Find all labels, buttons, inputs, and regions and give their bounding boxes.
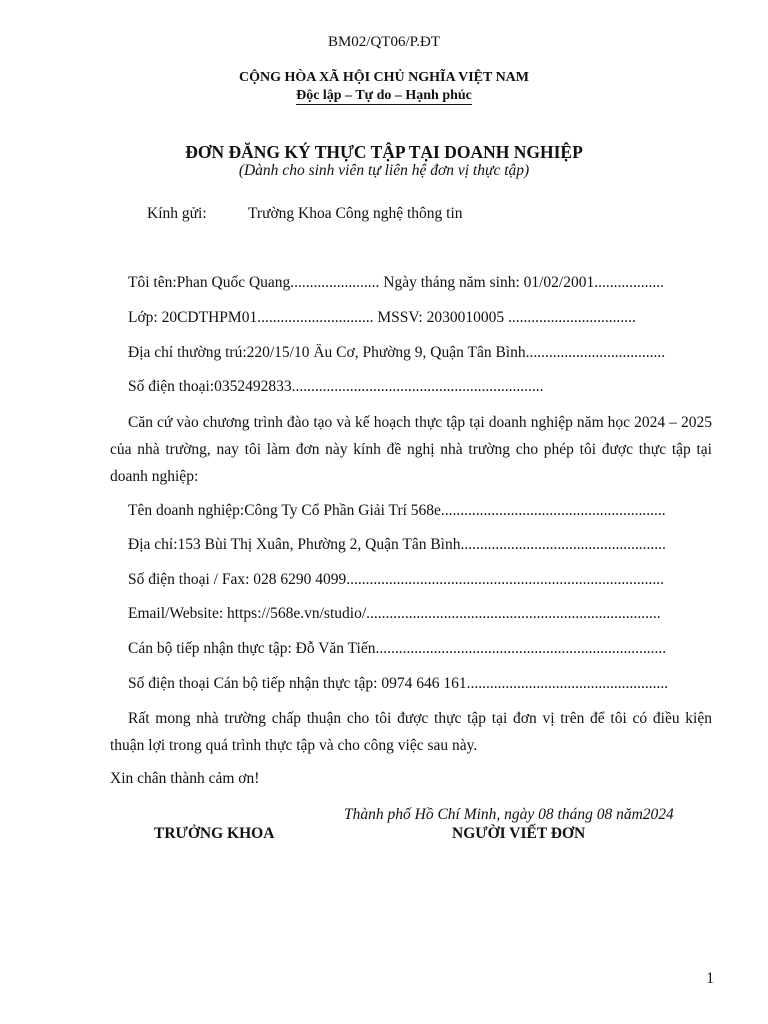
greeting-label: Kính gửi: <box>147 205 207 222</box>
company-contact-phone-line: Số điện thoại Cán bộ tiếp nhận thực tập: 0974 646 161.................................................... <box>128 675 669 692</box>
closing-paragraph-text: Rất mong nhà trường chấp thuận cho tôi được thực tập tại đơn vị trên để tôi có điều kiện thuận lợi trong quá trình thực tập và cho công việc sau này. <box>110 710 712 754</box>
company-name-line: Tên doanh nghiệp:Công Ty Cổ Phần Giải Trí 568e.......................................................... <box>128 502 666 519</box>
student-class-line: Lớp: 20CDTHPM01.............................. MSSV: 2030010005 ................................. <box>128 309 636 326</box>
document-title: ĐƠN ĐĂNG KÝ THỰC TẬP TẠI DOANH NGHIỆP <box>185 142 583 162</box>
request-paragraph-text: Căn cứ vào chương trình đào tạo và kế hoạch thực tập tại doanh nghiệp năm học 2024 – 2025 của nhà trường, nay tôi làm đơn này kính đề nghị nhà trường cho phép tôi được thực tập tại doanh nghiệp: <box>110 414 712 485</box>
closing-paragraph <box>110 705 712 759</box>
motto <box>0 88 768 104</box>
company-contact-line: Cán bộ tiếp nhận thực tập: Đỗ Văn Tiến........................................................................... <box>128 640 667 657</box>
company-address-line: Địa chỉ:153 Bùi Thị Xuân, Phường 2, Quận Tân Bình..................................................... <box>128 536 666 553</box>
signature-dean-title: TRƯỞNG KHOA <box>154 825 275 842</box>
greeting-recipient: Trường Khoa Công nghệ thông tin <box>248 205 463 222</box>
signature-applicant-title: NGƯỜI VIẾT ĐƠN <box>452 825 586 842</box>
request-paragraph <box>110 409 712 490</box>
student-phone-line: Số điện thoại:0352492833................................................................. <box>128 378 544 395</box>
thanks-line: Xin chân thành cảm ơn! <box>110 770 260 787</box>
company-web-line: Email/Website: https://568e.vn/studio/............................................................................ <box>128 605 661 622</box>
student-address-line: Địa chỉ thường trú:220/15/10 Âu Cơ, Phường 9, Quận Tân Bình.................................... <box>128 344 666 361</box>
document-subtitle: (Dành cho sinh viên tự liên hệ đơn vị thực tập) <box>238 162 530 179</box>
form-code: BM02/QT06/P.ĐT <box>327 34 441 50</box>
motto-text: Độc lập – Tự do – Hạnh phúc <box>296 88 472 103</box>
student-name-line: Tôi tên:Phan Quốc Quang....................... Ngày tháng năm sinh: 01/02/2001.................. <box>128 274 664 291</box>
page-number: 1 <box>706 970 714 987</box>
nation-heading: CỘNG HÒA XÃ HỘI CHỦ NGHĨA VIỆT NAM <box>238 70 529 85</box>
signature-place-date: Thành phố Hồ Chí Minh, ngày 08 tháng 08 năm2024 <box>344 806 674 823</box>
company-phone-line: Số điện thoại / Fax: 028 6290 4099.................................................................................. <box>128 571 665 588</box>
